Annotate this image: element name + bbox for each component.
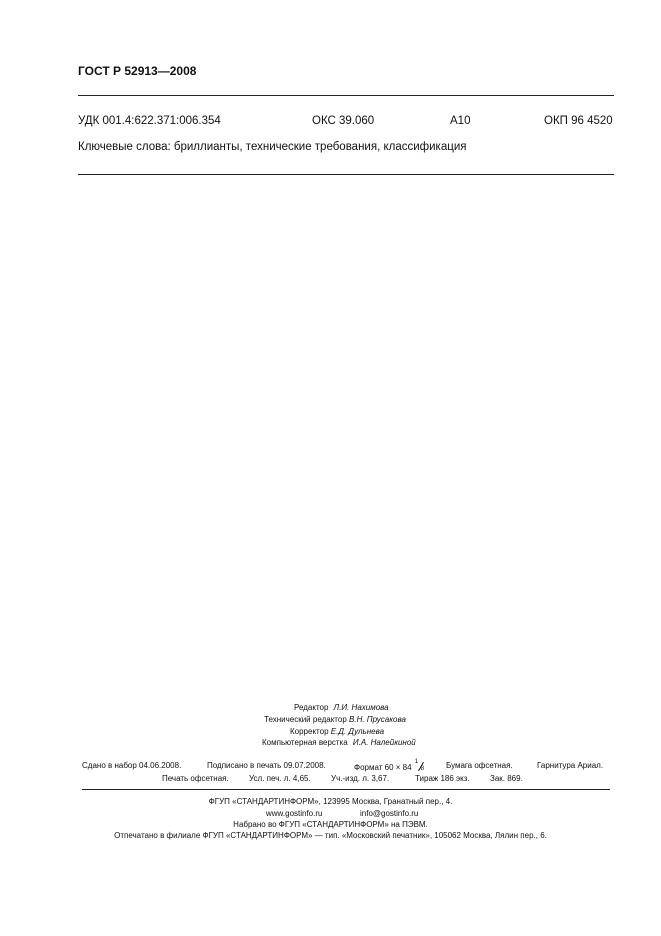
imprint-print: Печать офсетная.	[162, 774, 229, 783]
format-fraction	[414, 761, 426, 773]
group-code: А10	[450, 115, 471, 127]
okp-code: ОКП 96 4520	[544, 115, 613, 127]
imprint-run: Тираж 186 экз.	[415, 774, 470, 783]
editor-name: Л.И. Нахимова	[333, 703, 389, 712]
tech-editor-label: Технический редактор	[264, 715, 347, 724]
editor-label: Редактор	[294, 703, 329, 712]
layout-label: Компьютерная верстка	[262, 738, 348, 747]
oks-code: ОКС 39.060	[312, 115, 375, 127]
corrector-name: Е.Д. Дульнева	[330, 727, 385, 736]
top-divider	[78, 95, 614, 96]
imprint-submitted: Сдано в набор 04.06.2008.	[82, 761, 182, 770]
imprint-format	[354, 761, 426, 773]
udk-code: УДК 001.4:622.371:006.354	[78, 115, 221, 127]
publisher-web: www.gostinfo.ru	[266, 809, 323, 818]
imprint-sheets: Усл. печ. л. 4,65.	[249, 774, 311, 783]
credit-editor	[294, 703, 389, 712]
imprint-paper: Бумага офсетная.	[446, 761, 513, 770]
imprint-typeface: Гарнитура Ариал.	[537, 761, 604, 770]
credit-tech-editor	[264, 715, 406, 724]
fraction-denominator: 8	[420, 766, 425, 772]
keywords-line: Ключевые слова: бриллианты, технические требования, классификация	[78, 141, 467, 153]
layout-name: И.А. Налейкиной	[352, 738, 416, 747]
fraction-numerator: 1	[414, 759, 419, 765]
standard-code: ГОСТ Р 52913—2008	[78, 64, 197, 78]
format-label: Формат 60 × 84	[354, 763, 412, 772]
publisher-printed: Отпечатано в филиале ФГУП «СТАНДАРТИНФОРМ» — тип. «Московский печатник», 105062 Москва, Лялин пер., 6.	[114, 831, 547, 840]
publisher-typeset: Набрано во ФГУП «СТАНДАРТИНФОРМ» на ПЭВМ.	[233, 820, 428, 829]
imprint-pub-sheets: Уч.-изд. л. 3,67.	[331, 774, 390, 783]
credit-corrector	[290, 727, 384, 736]
imprint-order: Зак. 869.	[490, 774, 523, 783]
corrector-label: Корректор	[290, 727, 329, 736]
publisher-email: info@gostinfo.ru	[360, 809, 419, 818]
imprint-signed: Подписано в печать 09.07.2008.	[207, 761, 326, 770]
tech-editor-name: В.Н. Прусакова	[349, 715, 406, 724]
keywords-divider	[78, 174, 614, 175]
credit-layout	[262, 738, 416, 747]
imprint-divider	[82, 789, 610, 790]
publisher-address: ФГУП «СТАНДАРТИНФОРМ», 123995 Москва, Гранатный пер., 4.	[208, 797, 453, 806]
